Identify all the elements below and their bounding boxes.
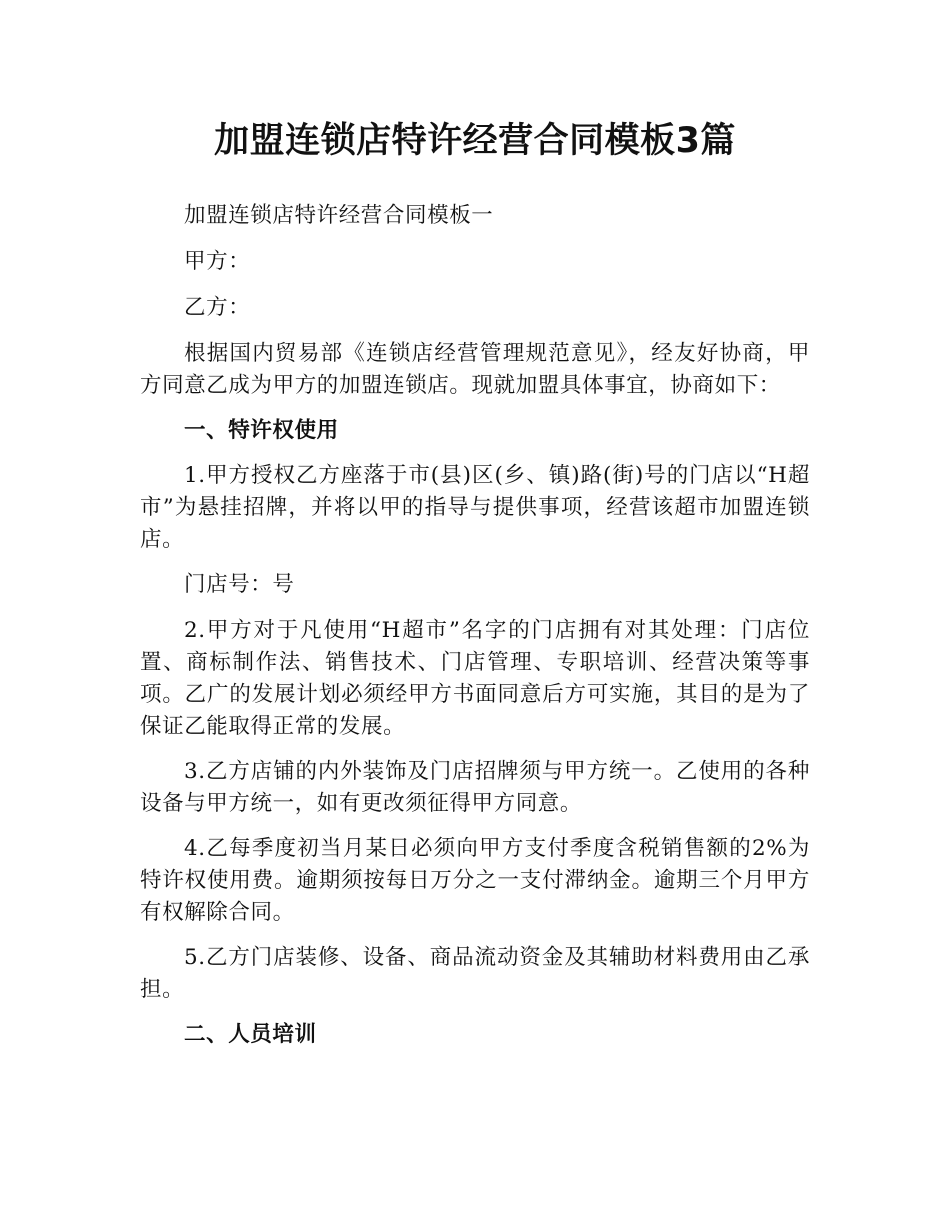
paragraph-preamble: 根据国内贸易部《连锁店经营管理规范意见》，经友好协商，甲方同意乙成为甲方的加盟连锁店。现就加盟具体事宜，协商如下：	[140, 341, 810, 398]
document-body	[140, 200, 810, 1064]
section-heading-staff-training: 二、人员培训	[184, 1022, 317, 1047]
paragraph-store-number: 门店号：号	[184, 572, 295, 597]
document-title: 加盟连锁店特许经营合同模板3篇	[214, 121, 736, 161]
section-heading-franchise-use: 一、特许权使用	[184, 418, 339, 443]
paragraph-clause-3: 3.乙方店铺的内外装饰及门店招牌须与甲方统一。乙使用的各种设备与甲方统一，如有更改须征得甲方同意。	[140, 759, 810, 816]
paragraph-clause-1: 1.甲方授权乙方座落于市(县)区(乡、镇)路(街)号的门店以“H超市”为悬挂招牌，并将以甲的指导与提供事项，经营该超市加盟连锁店。	[140, 463, 810, 552]
paragraph-party-b: 乙方：	[184, 295, 251, 320]
paragraph-party-a: 甲方：	[184, 249, 251, 274]
paragraph-clause-4: 4.乙每季度初当月某日必须向甲方支付季度含税销售额的2%为特许权使用费。逾期须按每日万分之一支付滞纳金。逾期三个月甲方有权解除合同。	[140, 836, 810, 925]
paragraph-subtitle: 加盟连锁店特许经营合同模板一	[184, 203, 494, 228]
paragraph-clause-5: 5.乙方门店装修、设备、商品流动资金及其辅助材料费用由乙承担。	[140, 945, 810, 1002]
paragraph-clause-2: 2.甲方对于凡使用“H超市”名字的门店拥有对其处理：门店位置、商标制作法、销售技术、门店管理、专职培训、经营决策等事项。乙广的发展计划必须经甲方书面同意后方可实施，其目的是为了保证乙能取得正常的发展。	[140, 618, 810, 739]
